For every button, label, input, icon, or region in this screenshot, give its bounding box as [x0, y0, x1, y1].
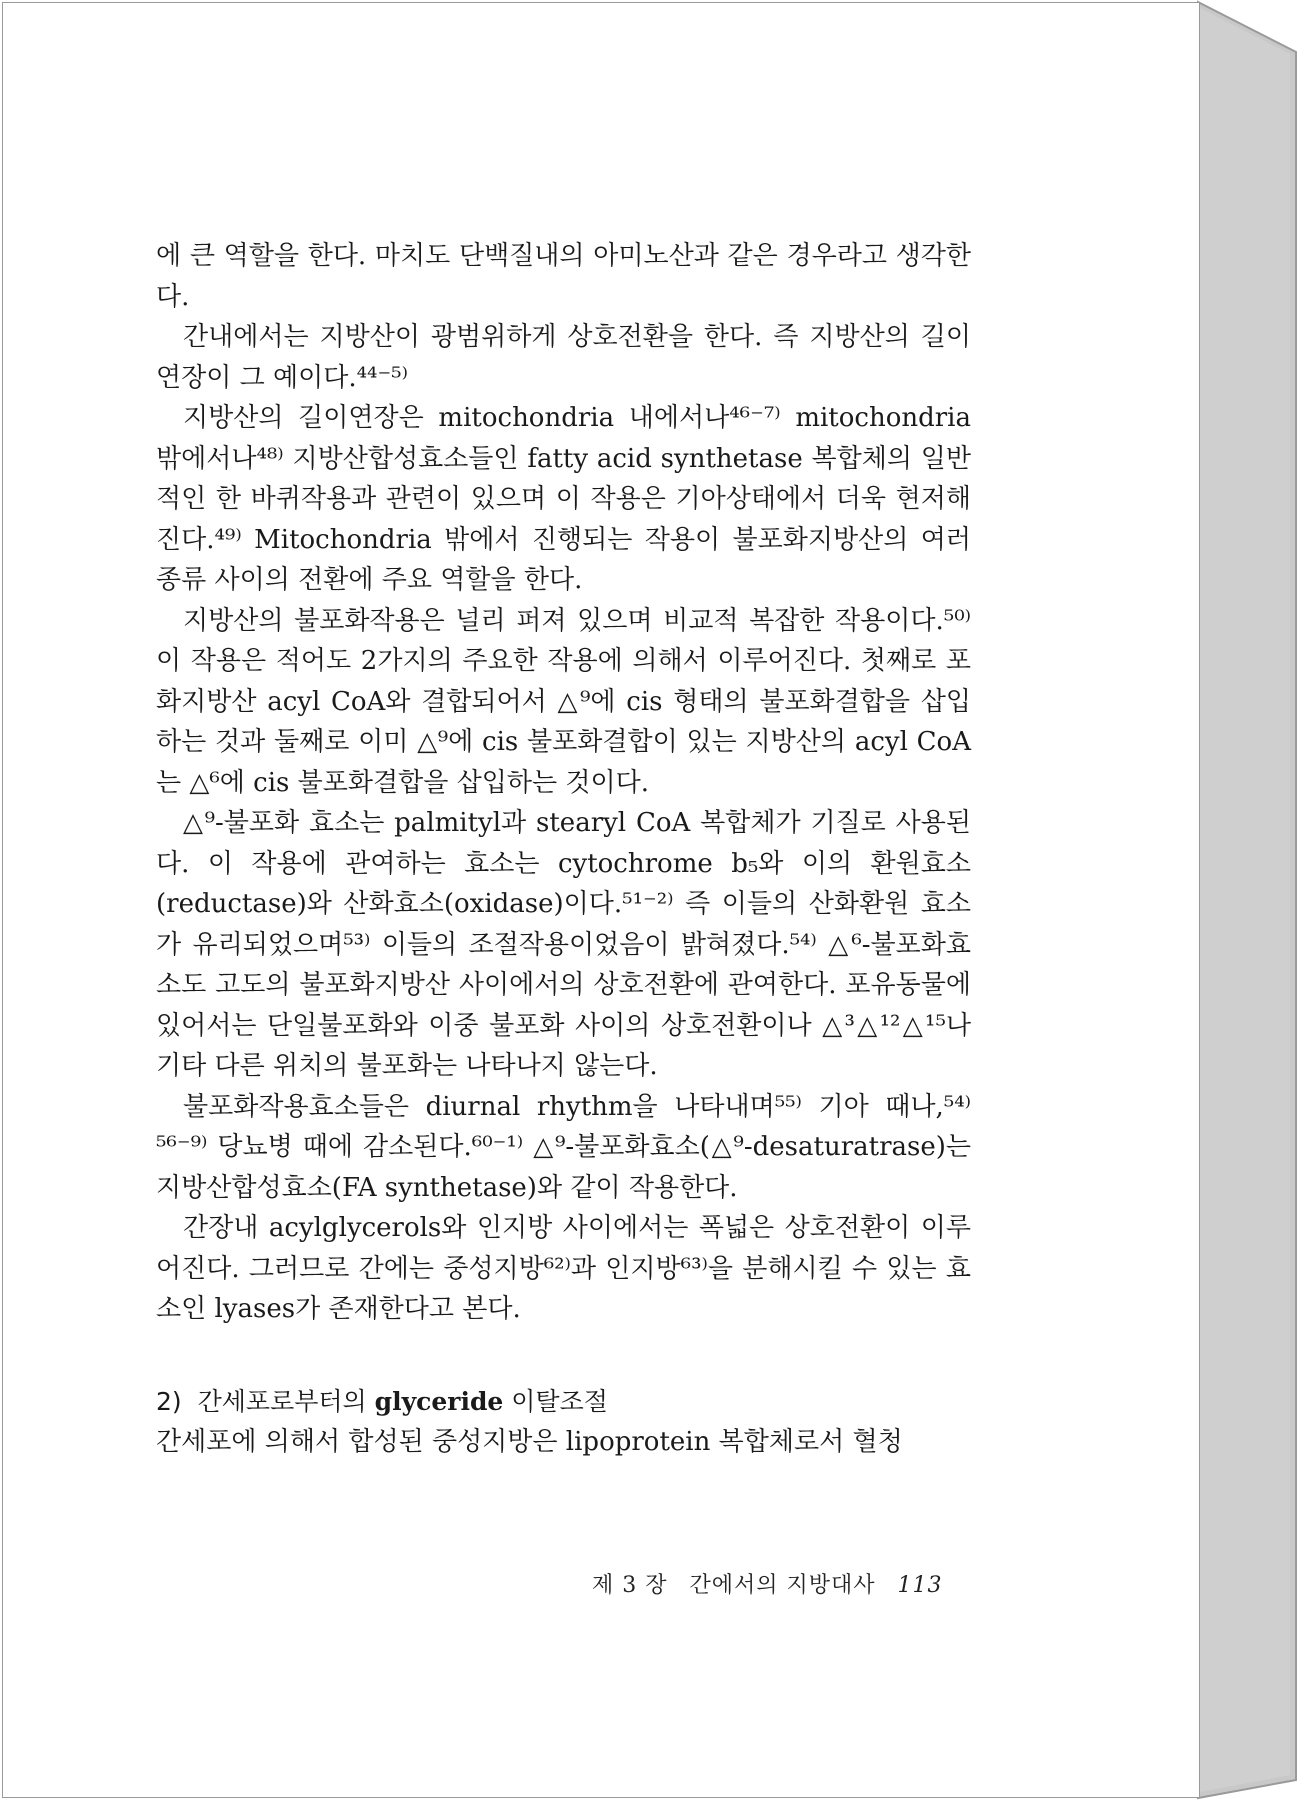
paragraph-4: 지방산의 불포화작용은 널리 퍼져 있으며 비교적 복잡한 작용이다.⁵⁰⁾ 이 작용은 적어도 2가지의 주요한 작용에 의해서 이루어진다. 첫째로 포화지방산 acyl CoA와 결합되어서 △⁹에 cis 형태의 불포화결합을 삽입하는 것과 둘째로 이미 △⁹에 cis 불포화결합이 있는 지방산의 acyl CoA는 △⁶에 cis 불포화결합을 삽입하는 것이다. [156, 605, 971, 798]
footer-chapter-title: 간에서의 지방대사 [689, 1573, 876, 1598]
body-text [156, 236, 971, 1462]
paragraph-3: 지방산의 길이연장은 mitochondria 내에서나⁴⁶⁻⁷⁾ mitochondria 밖에서나⁴⁸⁾ 지방산합성효소들인 fatty acid synthetase 복합체의 일반적인 한 바퀴작용과 관련이 있으며 이 작용은 기아상태에서 더욱 현저해진다.⁴⁹⁾ Mitochondria 밖에서 진행되는 작용이 불포화지방산의 여러 종류 사이의 전환에 주요 역할을 한다. [156, 403, 971, 595]
section-title-ko-1: 간세포로부터의 [197, 1386, 367, 1416]
paragraph-7: 간장내 acylglycerols와 인지방 사이에서는 폭넓은 상호전환이 이루어진다. 그러므로 간에는 중성지방⁶²⁾과 인지방⁶³⁾을 분해시킬 수 있는 효소인 lyases가 존재한다고 본다. [156, 1213, 971, 1324]
section-title-en: glyceride [374, 1386, 504, 1416]
section-number: 2) [156, 1386, 182, 1416]
footer-chapter: 제 3 장 [592, 1573, 668, 1598]
running-footer [592, 1568, 943, 1599]
section-title-ko-2: 이탈조절 [511, 1386, 608, 1416]
paragraph-5: △⁹-불포화 효소는 palmityl과 stearyl CoA 복합체가 기질로 사용된다. 이 작용에 관여하는 효소는 cytochrome b₅와 이의 환원효소(reductase)와 산화효소(oxidase)이다.⁵¹⁻²⁾ 즉 이들의 산화환원 효소가 유리되었으며⁵³⁾ 이들의 조절작용이었음이 밝혀졌다.⁵⁴⁾ △⁶-불포화효소도 고도의 불포화지방산 사이에서의 상호전환에 관여한다. 포유동물에 있어서는 단일불포화와 이중 불포화 사이의 상호전환이나 △³△¹²△¹⁵나 기타 다른 위치의 불포화는 나타나지 않는다. [156, 808, 971, 1081]
paragraph-1: 에 큰 역할을 한다. 마치도 단백질내의 아미노산과 같은 경우라고 생각한다. [156, 241, 971, 312]
page-number: 113 [897, 1573, 943, 1598]
paragraph-8: 간세포에 의해서 합성된 중성지방은 lipoprotein 복합체로서 혈청 [156, 1426, 903, 1457]
section-heading [156, 1382, 971, 1422]
paragraph-6: 불포화작용효소들은 diurnal rhythm을 나타내며⁵⁵⁾ 기아 때나,⁵⁴⁾ ⁵⁶⁻⁹⁾ 당뇨병 때에 감소된다.⁶⁰⁻¹⁾ △⁹-불포화효소(△⁹-desaturatrase)는 지방산합성효소(FA synthetase)와 같이 작용한다. [156, 1091, 971, 1203]
paragraph-2: 간내에서는 지방산이 광범위하게 상호전환을 한다. 즉 지방산의 길이연장이 그 예이다.⁴⁴⁻⁵⁾ [156, 322, 971, 393]
